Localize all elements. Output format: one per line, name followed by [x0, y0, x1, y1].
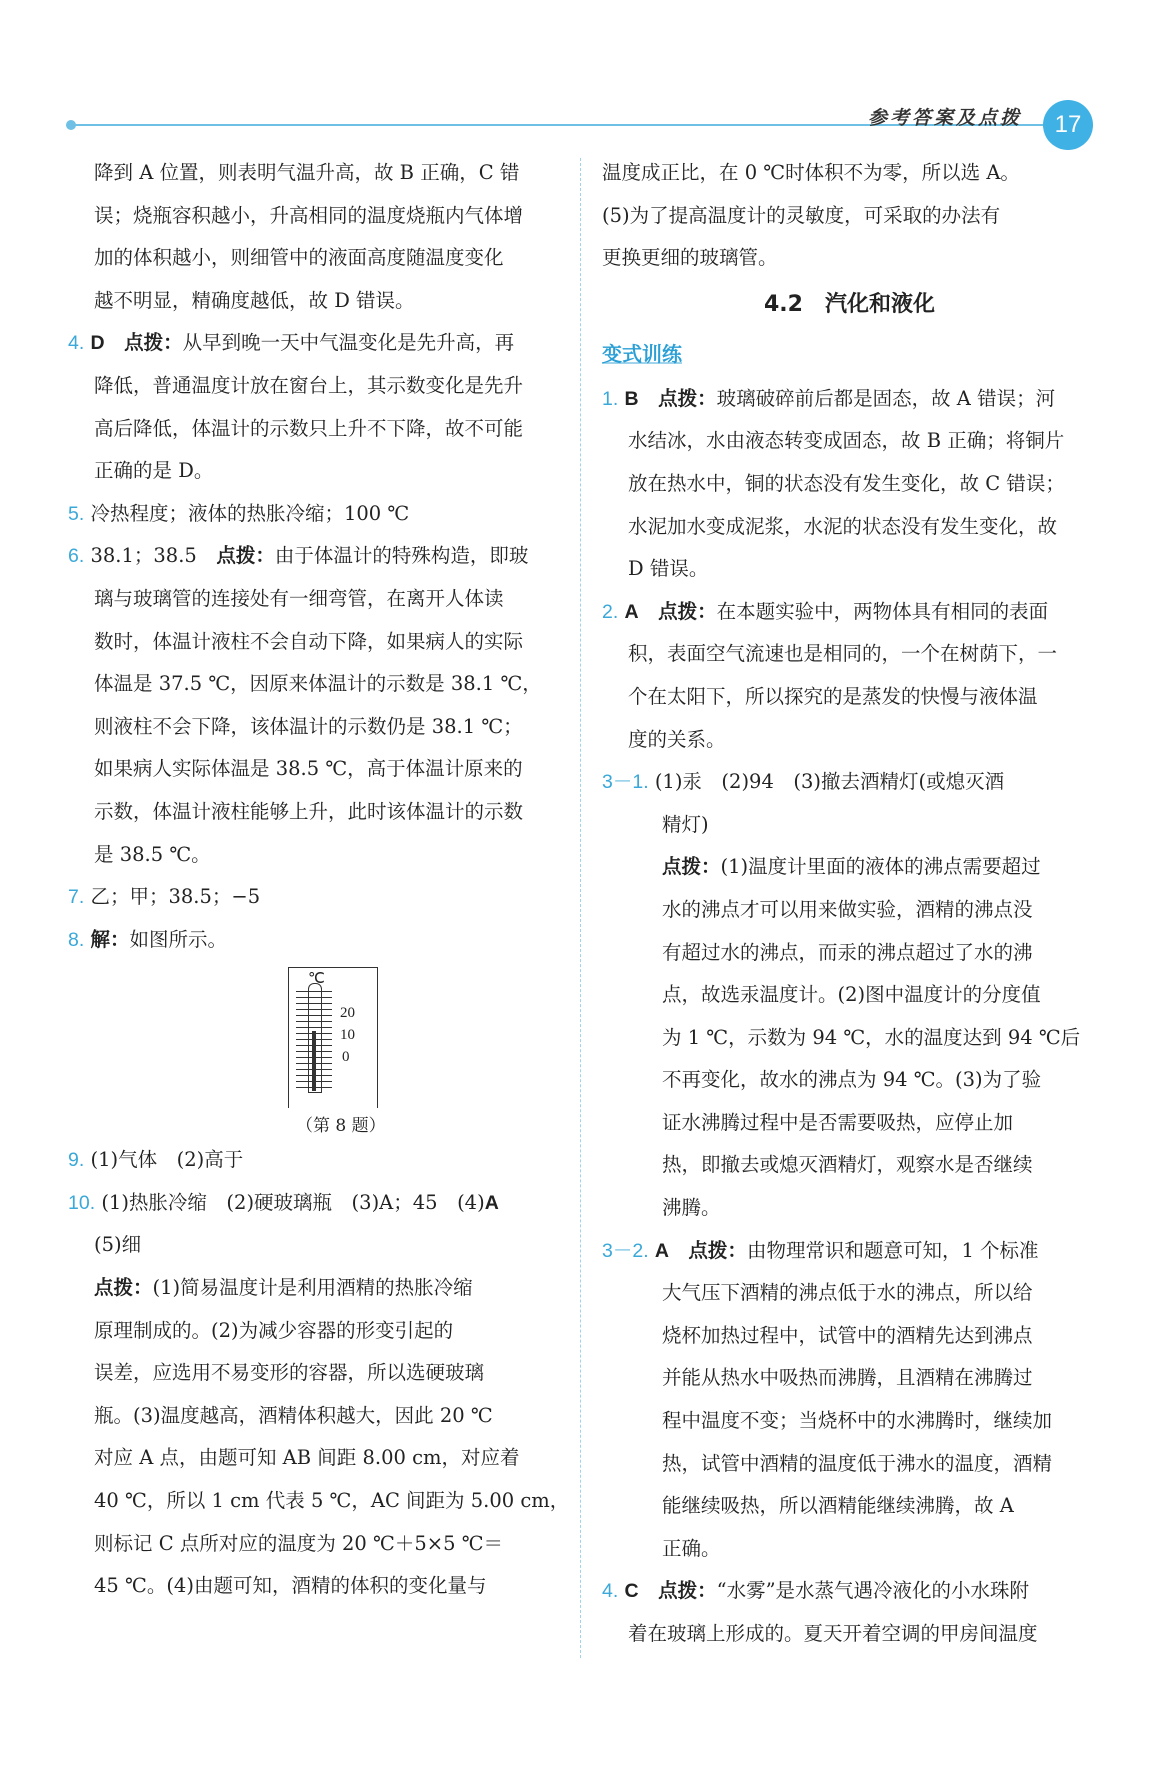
text-line: 水结冰，水由液态转变成固态，故 B 正确；将铜片	[628, 429, 1065, 453]
text-line: 有超过水的沸点，而汞的沸点超过了水的沸	[662, 940, 1033, 964]
answer-item-7: 7. 乙；甲；38.5；−5	[68, 885, 261, 909]
left-column	[68, 152, 570, 1608]
text-line: 为 1 ℃，示数为 94 ℃，水的温度达到 94 ℃后	[662, 1025, 1081, 1049]
text-line: 大气压下酒精的沸点低于水的沸点，所以给	[662, 1281, 1033, 1305]
text-line: 更换更细的玻璃管。	[602, 246, 778, 270]
text-line: 程中温度不变；当烧杯中的水沸腾时，继续加	[662, 1409, 1053, 1433]
figure-caption: （第 8 题）	[296, 1116, 386, 1137]
text-line: 精灯)	[662, 812, 709, 836]
unit-label: ℃	[308, 971, 325, 988]
thermometer-liquid	[312, 1031, 316, 1091]
answer-item-4: 4. D 点拨：从早到晚一天中气温变化是先升高，再	[68, 331, 515, 355]
text-line: 降低，普通温度计放在窗台上，其示数变化是先升	[94, 373, 524, 397]
section-title: 4.2 汽化和液化	[764, 291, 935, 317]
answer-item-4-right: 4. C 点拨：“水雾”是水蒸气遇冷液化的小水珠附	[602, 1579, 1030, 1603]
text-line: 体温是 37.5 ℃，因原来体温计的示数是 38.1 ℃，	[94, 672, 542, 696]
answer-item-6: 6. 38.1；38.5 点拨：由于体温计的特殊构造，即玻	[68, 544, 529, 568]
text-line: 热，即撤去或熄灭酒精灯，观察水是否继续	[662, 1153, 1033, 1177]
right-column	[602, 152, 1097, 1656]
text-line: (5)为了提高温度计的灵敏度，可采取的办法有	[602, 203, 1001, 227]
text-line: 是 38.5 ℃。	[94, 842, 211, 866]
text-line: D 错误。	[628, 557, 709, 581]
text-line: 数时，体温计液柱不会自动下降，如果病人的实际	[94, 629, 524, 653]
text-line: 证水沸腾过程中是否需要吸热，应停止加	[662, 1110, 1014, 1134]
answer-item-9: 9. (1)气体 (2)高于	[68, 1148, 244, 1172]
text-line: 璃与玻璃管的连接处有一细弯管，在离开人体读	[94, 586, 504, 610]
text-line: 45 ℃。(4)由题可知，酒精的体积的变化量与	[94, 1574, 487, 1598]
text-line: 误差，应选用不易变形的容器，所以选硬玻璃	[94, 1361, 485, 1385]
text-line: 示数，体温计液柱能够上升，此时该体温计的示数	[94, 799, 524, 823]
tick-label-20: 20	[340, 1005, 355, 1022]
text-line: 降到 A 位置，则表明气温升高，故 B 正确，C 错	[94, 161, 520, 184]
header-title: 参考答案及点拨	[868, 107, 1023, 129]
text-line: 沸腾。	[662, 1196, 721, 1220]
answer-item-3-2: 3－2. A 点拨：由物理常识和题意可知，1 个标准	[602, 1238, 1039, 1262]
text-line: 不再变化，故水的沸点为 94 ℃。(3)为了验	[662, 1068, 1042, 1092]
text-line: (5)细	[94, 1233, 142, 1257]
text-line: 40 ℃，所以 1 cm 代表 5 ℃，AC 间距为 5.00 cm，	[94, 1489, 570, 1513]
text-line: 如果病人实际体温是 38.5 ℃，高于体温计原来的	[94, 757, 523, 781]
text-line: 积，表面空气流速也是相同的，一个在树荫下，一	[628, 642, 1058, 666]
text-line: 水泥加水变成泥浆，水泥的状态没有发生变化，故	[628, 514, 1058, 538]
text-line: 度的关系。	[628, 727, 726, 751]
answer-item-8: 8. 解：如图所示。	[68, 927, 227, 951]
text-line: 能继续吸热，所以酒精能继续沸腾，故 A	[662, 1494, 1014, 1518]
text-line: 对应 A 点，由题可知 AB 间距 8.00 cm，对应着	[94, 1446, 520, 1470]
thermometer-figure	[278, 961, 428, 1139]
text-line: 加的体积越小，则细管中的液面高度随温度变化	[94, 246, 504, 270]
answer-item-2: 2. A 点拨：在本题实验中，两物体具有相同的表面	[602, 599, 1049, 623]
text-line: 原理制成的。(2)为减少容器的形变引起的	[94, 1318, 454, 1342]
tick-label-0: 0	[342, 1049, 350, 1066]
tick-label-10: 10	[340, 1027, 355, 1044]
text-line: 则液柱不会下降，该体温计的示数仍是 38.1 ℃；	[94, 714, 523, 738]
text-line: 点拨：(1)简易温度计是利用酒精的热胀冷缩	[94, 1276, 473, 1300]
answer-item-3-1: 3－1. (1)汞 (2)94 (3)撤去酒精灯(或熄灭酒	[602, 770, 1005, 794]
text-line: 并能从热水中吸热而沸腾，且酒精在沸腾过	[662, 1366, 1033, 1390]
text-line: 放在热水中，铜的状态没有发生变化，故 C 错误；	[628, 471, 1065, 495]
text-line: 正确的是 D。	[94, 459, 214, 483]
text-line: 烧杯加热过程中，试管中的酒精先达到沸点	[662, 1323, 1033, 1347]
text-line: 则标记 C 点所对应的温度为 20 ℃＋5×5 ℃＝	[94, 1531, 504, 1555]
text-line: 误；烧瓶容积越小，升高相同的温度烧瓶内气体增	[94, 203, 524, 227]
answer-item-5: 5. 冷热程度；液体的热胀冷缩；100 ℃	[68, 501, 410, 525]
page-number-badge: 17	[1043, 100, 1093, 150]
column-divider	[580, 158, 581, 1658]
variant-training-heading: 变式训练	[602, 341, 682, 366]
text-line: 点拨：(1)温度计里面的液体的沸点需要超过	[662, 855, 1041, 879]
text-line: 越不明显，精确度越低，故 D 错误。	[94, 288, 415, 312]
answer-item-10: 10. (1)热胀冷缩 (2)硬玻璃瓶 (3)A；45 (4)A	[68, 1190, 499, 1214]
text-line: 水的沸点才可以用来做实验，酒精的沸点没	[662, 897, 1033, 921]
text-line: 温度成正比，在 0 ℃时体积不为零，所以选 A。	[602, 161, 1020, 184]
text-line: 个在太阳下，所以探究的是蒸发的快慢与液体温	[628, 684, 1038, 708]
text-line: 正确。	[662, 1536, 721, 1560]
text-line: 瓶。(3)温度越高，酒精体积越大，因此 20 ℃	[94, 1403, 493, 1427]
text-line: 点，故选汞温度计。(2)图中温度计的分度值	[662, 983, 1041, 1007]
text-line: 高后降低，体温计的示数只上升不下降，故不可能	[94, 416, 524, 440]
answer-item-1: 1. B 点拨：玻璃破碎前后都是固态，故 A 错误；河	[602, 386, 1056, 410]
text-line: 热，试管中酒精的温度低于沸水的温度，酒精	[662, 1451, 1053, 1475]
text-line: 着在玻璃上形成的。夏天开着空调的甲房间温度	[628, 1622, 1038, 1645]
